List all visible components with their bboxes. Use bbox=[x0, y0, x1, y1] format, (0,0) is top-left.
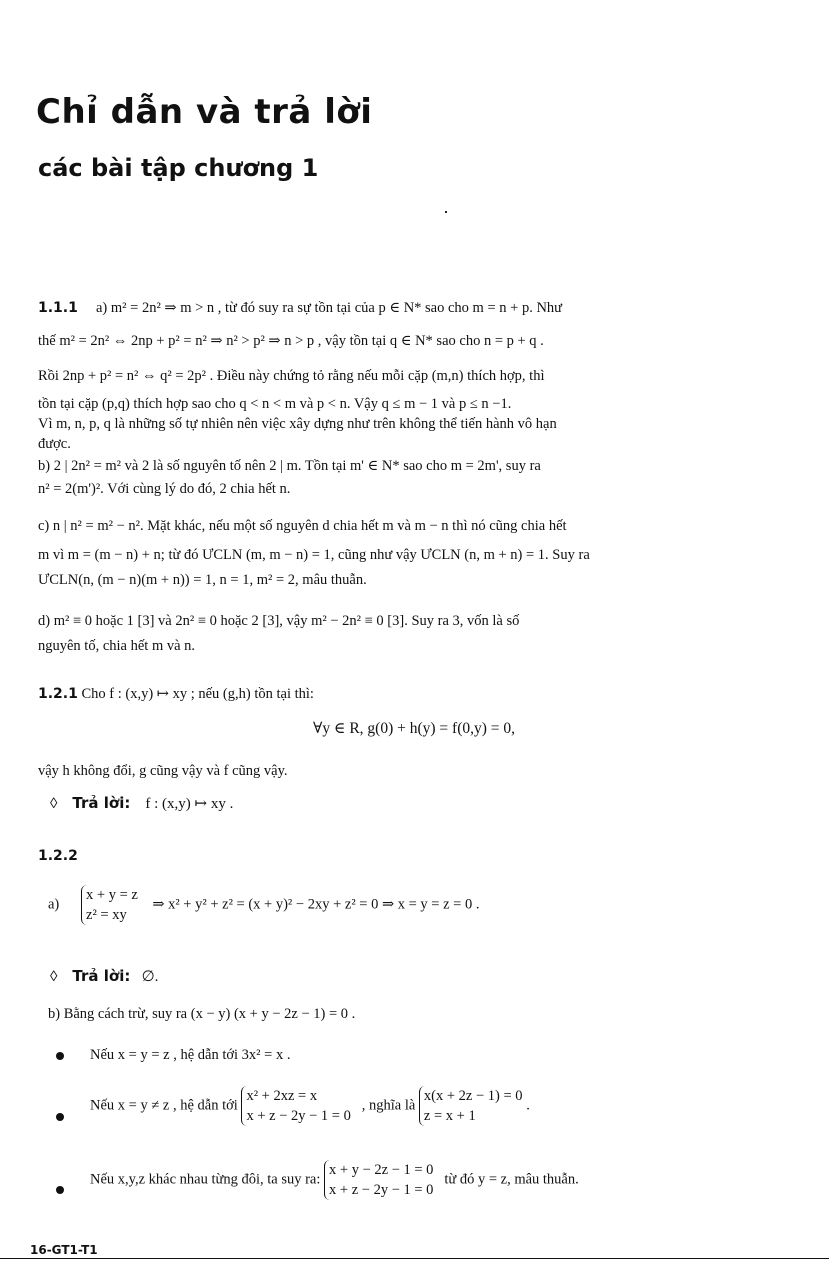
sec121-text1: Cho f : (x,y) ↦ xy ; nếu (g,h) tồn tại thì: bbox=[81, 686, 314, 702]
bullet2-pre: Nếu x = y ≠ z , hệ dẫn tới bbox=[90, 1097, 238, 1114]
part-a-label: a) bbox=[48, 896, 60, 913]
bullet-line3 bbox=[90, 1160, 829, 1200]
answer-text: f : (x,y) ↦ xy . bbox=[145, 796, 234, 812]
bullet-icon bbox=[56, 1186, 64, 1194]
section-label-121: 1.2.1 bbox=[38, 686, 78, 702]
sec122-heading bbox=[38, 846, 790, 866]
diamond-icon: ◊ bbox=[50, 969, 58, 985]
sec121-line1 bbox=[38, 684, 790, 704]
sec111-line4: tồn tại cặp (p,q) thích hợp sao cho q < n < m và p < n. Vậy q ≤ m − 1 và p ≤ n −1. bbox=[38, 396, 512, 412]
answer-122 bbox=[50, 967, 158, 986]
system-c-eq2: z = x + 1 bbox=[423, 1108, 476, 1124]
answer-121 bbox=[50, 794, 233, 813]
sec111-line10: m vì m = (m − n) + n; từ đó ƯCLN (m, m − n) = 1, cũng như vậy ƯCLN (n, m + n) = 1. Suy ra bbox=[38, 547, 590, 563]
sec121-formula: ∀y ∈ R, g(0) + h(y) = f(0,y) = 0, bbox=[312, 720, 516, 737]
section-label-122: 1.2.2 bbox=[38, 848, 78, 864]
stray-dot bbox=[445, 211, 447, 213]
answer-label: Trả lời: bbox=[72, 967, 131, 985]
sec122-a bbox=[48, 885, 800, 925]
system-b-eq1: x² + 2xz = x bbox=[246, 1088, 318, 1104]
page-title: Chỉ dẫn và trả lời bbox=[36, 92, 373, 132]
system-a bbox=[81, 885, 138, 925]
bullet-icon bbox=[56, 1113, 64, 1121]
sec111-line11: ƯCLN(n, (m − n)(m + n)) = 1, n = 1, m² = 2, mâu thuẫn. bbox=[38, 572, 367, 588]
sec111-line6: được. bbox=[38, 436, 71, 452]
system-a-eq1: x + y = z bbox=[86, 887, 138, 903]
answer-label: Trả lời: bbox=[72, 794, 131, 812]
system-c bbox=[419, 1086, 523, 1126]
sec111-line1 bbox=[38, 298, 790, 318]
sec111-line3: Rồi 2np + p² = n² ⇔ q² = 2p² . Điều này chứng tỏ rằng nếu mỗi cặp (m,n) thích hợp, thì bbox=[38, 368, 545, 384]
sec111-text1: a) m² = 2n² ⇒ m > n , từ đó suy ra sự tồn tại của p ∈ N* sao cho m = n + p. Như bbox=[96, 300, 563, 316]
system-d-eq1: x + y − 2z − 1 = 0 bbox=[329, 1162, 434, 1178]
section-label-111: 1.1.1 bbox=[38, 300, 78, 316]
system-a-eq2: z² = xy bbox=[86, 907, 127, 923]
page-subtitle: các bài tập chương 1 bbox=[38, 154, 319, 182]
system-d-eq2: x + z − 2y − 1 = 0 bbox=[329, 1182, 434, 1198]
sec111-line13: nguyên tố, chia hết m và n. bbox=[38, 638, 196, 654]
sec111-line12: d) m² ≡ 0 hoặc 1 [3] và 2n² ≡ 0 hoặc 2 [3], vậy m² − 2n² ≡ 0 [3]. Suy ra 3, vốn là số bbox=[38, 613, 520, 629]
answer-text: ∅. bbox=[141, 969, 159, 985]
sec111-line8: n² = 2(m')². Với cùng lý do đó, 2 chia hết n. bbox=[38, 481, 291, 497]
sec111-line7: b) 2 | 2n² = m² và 2 là số nguyên tố nên 2 | m. Tồn tại m' ∈ N* sao cho m = 2m', suy ra bbox=[38, 458, 541, 474]
footer-rule bbox=[0, 1258, 829, 1259]
bullet-line1: Nếu x = y = z , hệ dẫn tới 3x² = x . bbox=[90, 1047, 291, 1063]
sec111-line2: thế m² = 2n² ⇔ 2np + p² = n² ⇒ n² > p² ⇒ n > p , vậy tồn tại q ∈ N* sao cho n = p + q . bbox=[38, 333, 544, 349]
sec111-line5: Vì m, n, p, q là những số tự nhiên nên việc xây dựng như trên không thể tiến hành vô hạn bbox=[38, 416, 557, 432]
bullet2-mid: , nghĩa là bbox=[361, 1097, 416, 1114]
sec122-b: b) Bằng cách trừ, suy ra (x − y) (x + y − 2z − 1) = 0 . bbox=[48, 1006, 356, 1022]
bullet-icon bbox=[56, 1052, 64, 1060]
system-b-eq2: x + z − 2y − 1 = 0 bbox=[246, 1108, 351, 1124]
bullet2-end: . bbox=[526, 1097, 530, 1114]
sec111-line9: c) n | n² = m² − n². Mặt khác, nếu một số nguyên d chia hết m và m − n thì nó cũng chia hết bbox=[38, 518, 567, 534]
system-b bbox=[241, 1086, 350, 1126]
system-d bbox=[324, 1160, 433, 1200]
bullet3-end: từ đó y = z, mâu thuẫn. bbox=[444, 1171, 579, 1188]
bullet3-pre: Nếu x,y,z khác nhau từng đôi, ta suy ra: bbox=[90, 1171, 321, 1188]
diamond-icon: ◊ bbox=[50, 796, 58, 812]
system-c-eq1: x(x + 2z − 1) = 0 bbox=[423, 1088, 523, 1104]
page-id: 16-GT1-T1 bbox=[30, 1243, 98, 1257]
sec121-line2: vậy h không đổi, g cũng vậy và f cũng vậy. bbox=[38, 763, 288, 779]
part-a-result: ⇒ x² + y² + z² = (x + y)² − 2xy + z² = 0 ⇒ x = y = z = 0 . bbox=[152, 896, 480, 913]
bullet-line2 bbox=[90, 1086, 829, 1126]
